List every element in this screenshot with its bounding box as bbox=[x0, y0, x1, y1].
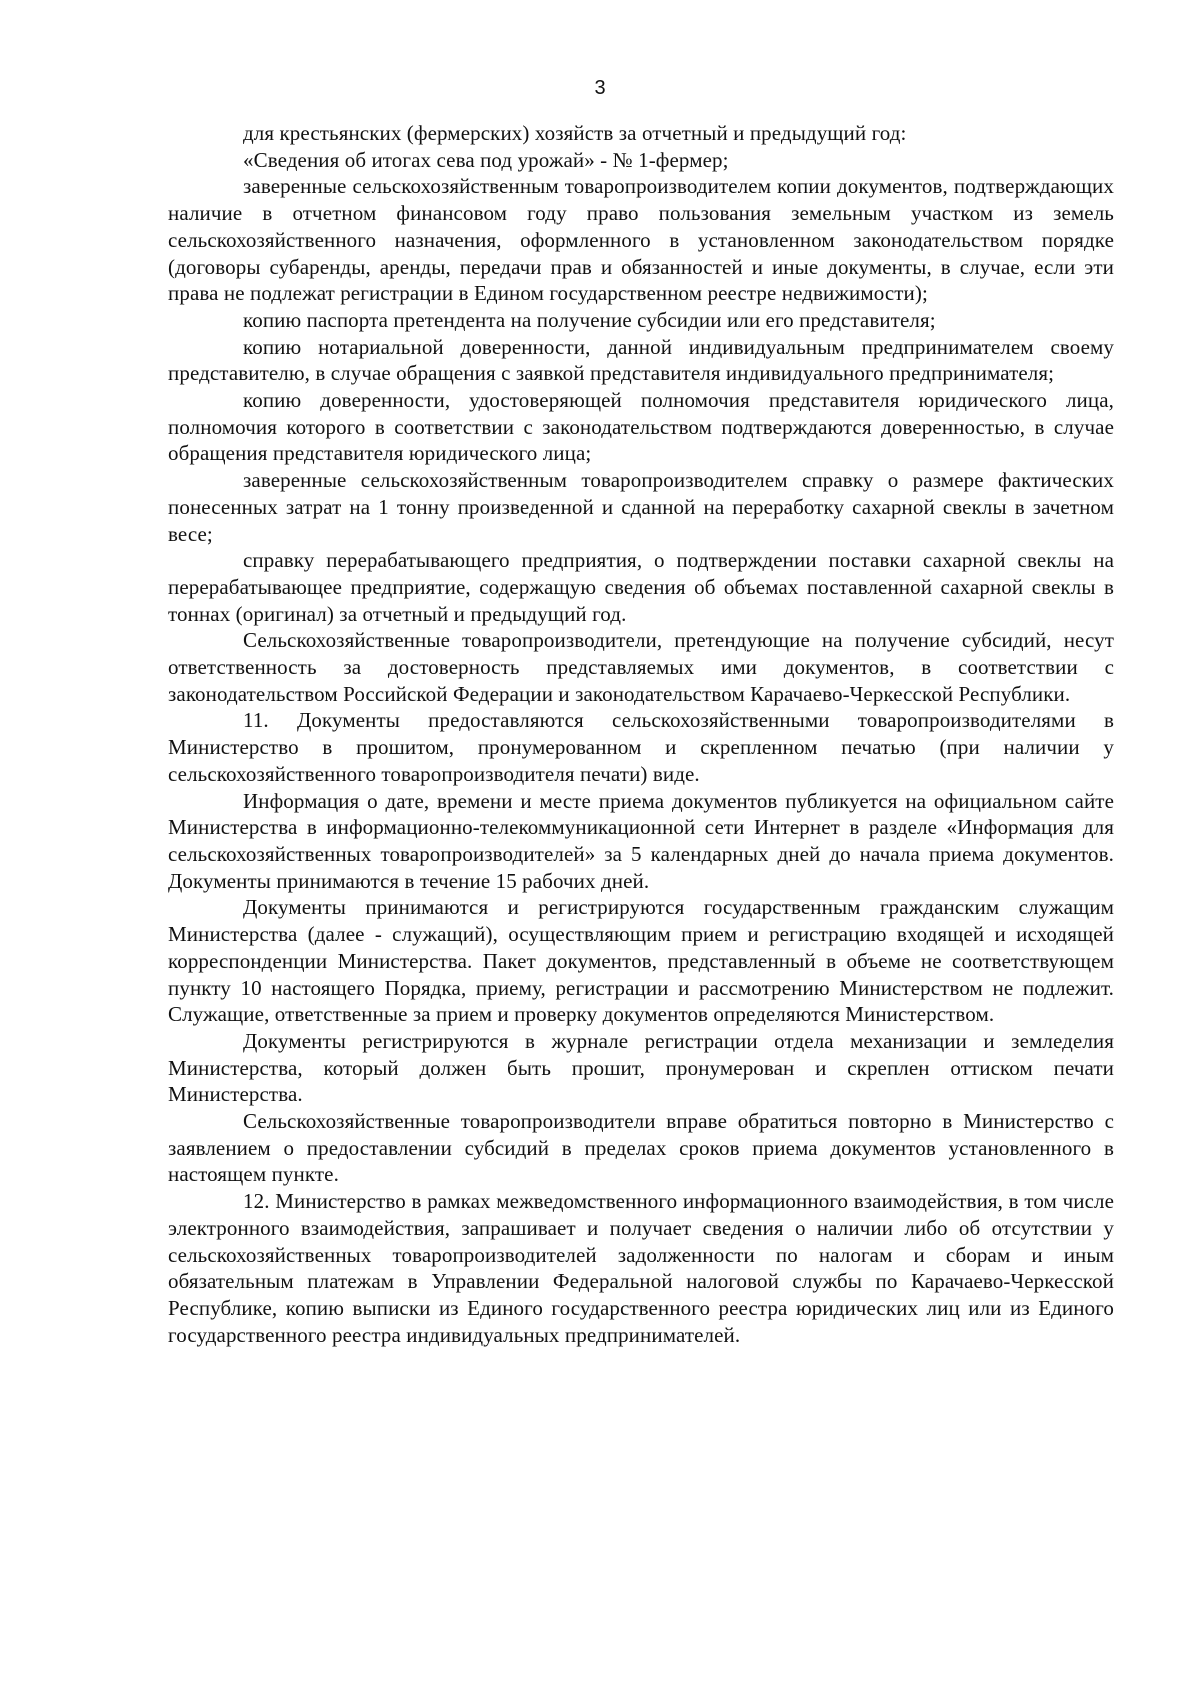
paragraph-producer-responsibility: Сельскохозяйственные товаропроизводители, претендующие на получение субсидий, несут ответственность за достоверность представляемых ими документов, в соответствии с законодательством Российской Федерации и законодательством Карачаево-Черкесской Республики. bbox=[168, 628, 1114, 706]
paragraph-farm-reporting-heading: для крестьянских (фермерских) хозяйств за отчетный и предыдущий год: bbox=[243, 121, 907, 145]
paragraph-notarial-power-of-attorney: копию нотариальной доверенности, данной индивидуальным предпринимателем своему представителю, в случае обращения с заявкой представителя индивидуального предпринимателя; bbox=[168, 334, 1114, 386]
paragraph-registration-journal: Документы регистрируются в журнале регистрации отдела механизации и земледелия Министерства, который должен быть прошит, пронумерован и скреплен оттиском печати Министерства. bbox=[168, 1028, 1114, 1107]
paragraph-cost-certificate: заверенные сельскохозяйственным товаропроизводителем справку о размере фактических понесенных затрат на 1 тонну произведенной и сданной на переработку сахарной свеклы в зачетном весе; bbox=[168, 468, 1114, 546]
paragraph-passport-copy: копию паспорта претендента на получение субсидии или его представителя; bbox=[243, 307, 936, 332]
paragraph-item-11-submission: 11. Документы предоставляются сельскохозяйственными товаропроизводителями в Министерство в прошитом, пронумерованном и скрепленном печатью (при наличии у сельскохозяйственного товаропроизводителя печати) виде. bbox=[168, 708, 1114, 786]
page-number: 3 bbox=[594, 77, 606, 99]
paragraph-document-registration-officer: Документы принимаются и регистрируются государственным гражданским служащим Министерства (далее - служащий), осуществляющим прием и регистрацию входящей и исходящей корреспонденции Министерства. Пакет документов, представленный в объеме не соответствующем пункту 10 настоящего Порядка, приему, регистрации и рассмотрению Министерством не подлежит. Служащие, ответственные за прием и проверку документов определяются Министерством. bbox=[168, 895, 1114, 1027]
paragraph-item-12-interagency: 12. Министерство в рамках межведомственного информационного взаимодействия, в том числе электронного взаимодействия, запрашивает и получает сведения о наличии либо об отсутствии у сельскохозяйственных товаропроизводителей задолженности по налогам и сборам и иным обязательным платежам в Управлении Федеральной налоговой службы по Карачаево-Черкесской Республике, копию выписки из Единого государственного реестра юридических лиц или из Единого государственного реестра индивидуальных предпринимателей. bbox=[168, 1189, 1114, 1347]
paragraph-repeat-application: Сельскохозяйственные товаропроизводители вправе обратиться повторно в Министерство с заявлением о предоставлении субсидий в пределах сроков приема документов установленного в настоящем пункте. bbox=[168, 1109, 1114, 1187]
paragraph-sowing-report: «Сведения об итогах сева под урожай» - № 1-фермер; bbox=[243, 147, 729, 172]
paragraph-reception-information: Информация о дате, времени и месте приема документов публикуется на официальном сайте Министерства в информационно-телекоммуникационной сети Интернет в разделе «Информация для сельскохозяйственных товаропроизводителей» за 5 календарных дней до начала приема документов. Документы принимаются в течение 15 рабочих дней. bbox=[168, 788, 1114, 893]
paragraph-legal-entity-power-of-attorney: копию доверенности, удостоверяющей полномочия представителя юридического лица, полномочия которого в соответствии с законодательством подтверждаются доверенностью, в случае обращения представителя юридического лица; bbox=[168, 388, 1114, 466]
paragraph-land-use-documents: заверенные сельскохозяйственным товаропроизводителем копии документов, подтверждающих наличие в отчетном финансовом году право пользования земельным участком из земель сельскохозяйственного назначения, оформленного в установленном законодательством порядке (договоры субаренды, аренды, передачи прав и обязанностей и иные документы, в случае, если эти права не подлежат регистрации в Едином государственном реестре недвижимости); bbox=[168, 174, 1114, 306]
document-body bbox=[168, 120, 1114, 1348]
paragraph-processing-enterprise-certificate: справку перерабатывающего предприятия, о подтверждении поставки сахарной свеклы на перерабатывающее предприятие, содержащую сведения об объемах поставленной сахарной свеклы в тоннах (оригинал) за отчетный и предыдущий год. bbox=[168, 548, 1114, 626]
